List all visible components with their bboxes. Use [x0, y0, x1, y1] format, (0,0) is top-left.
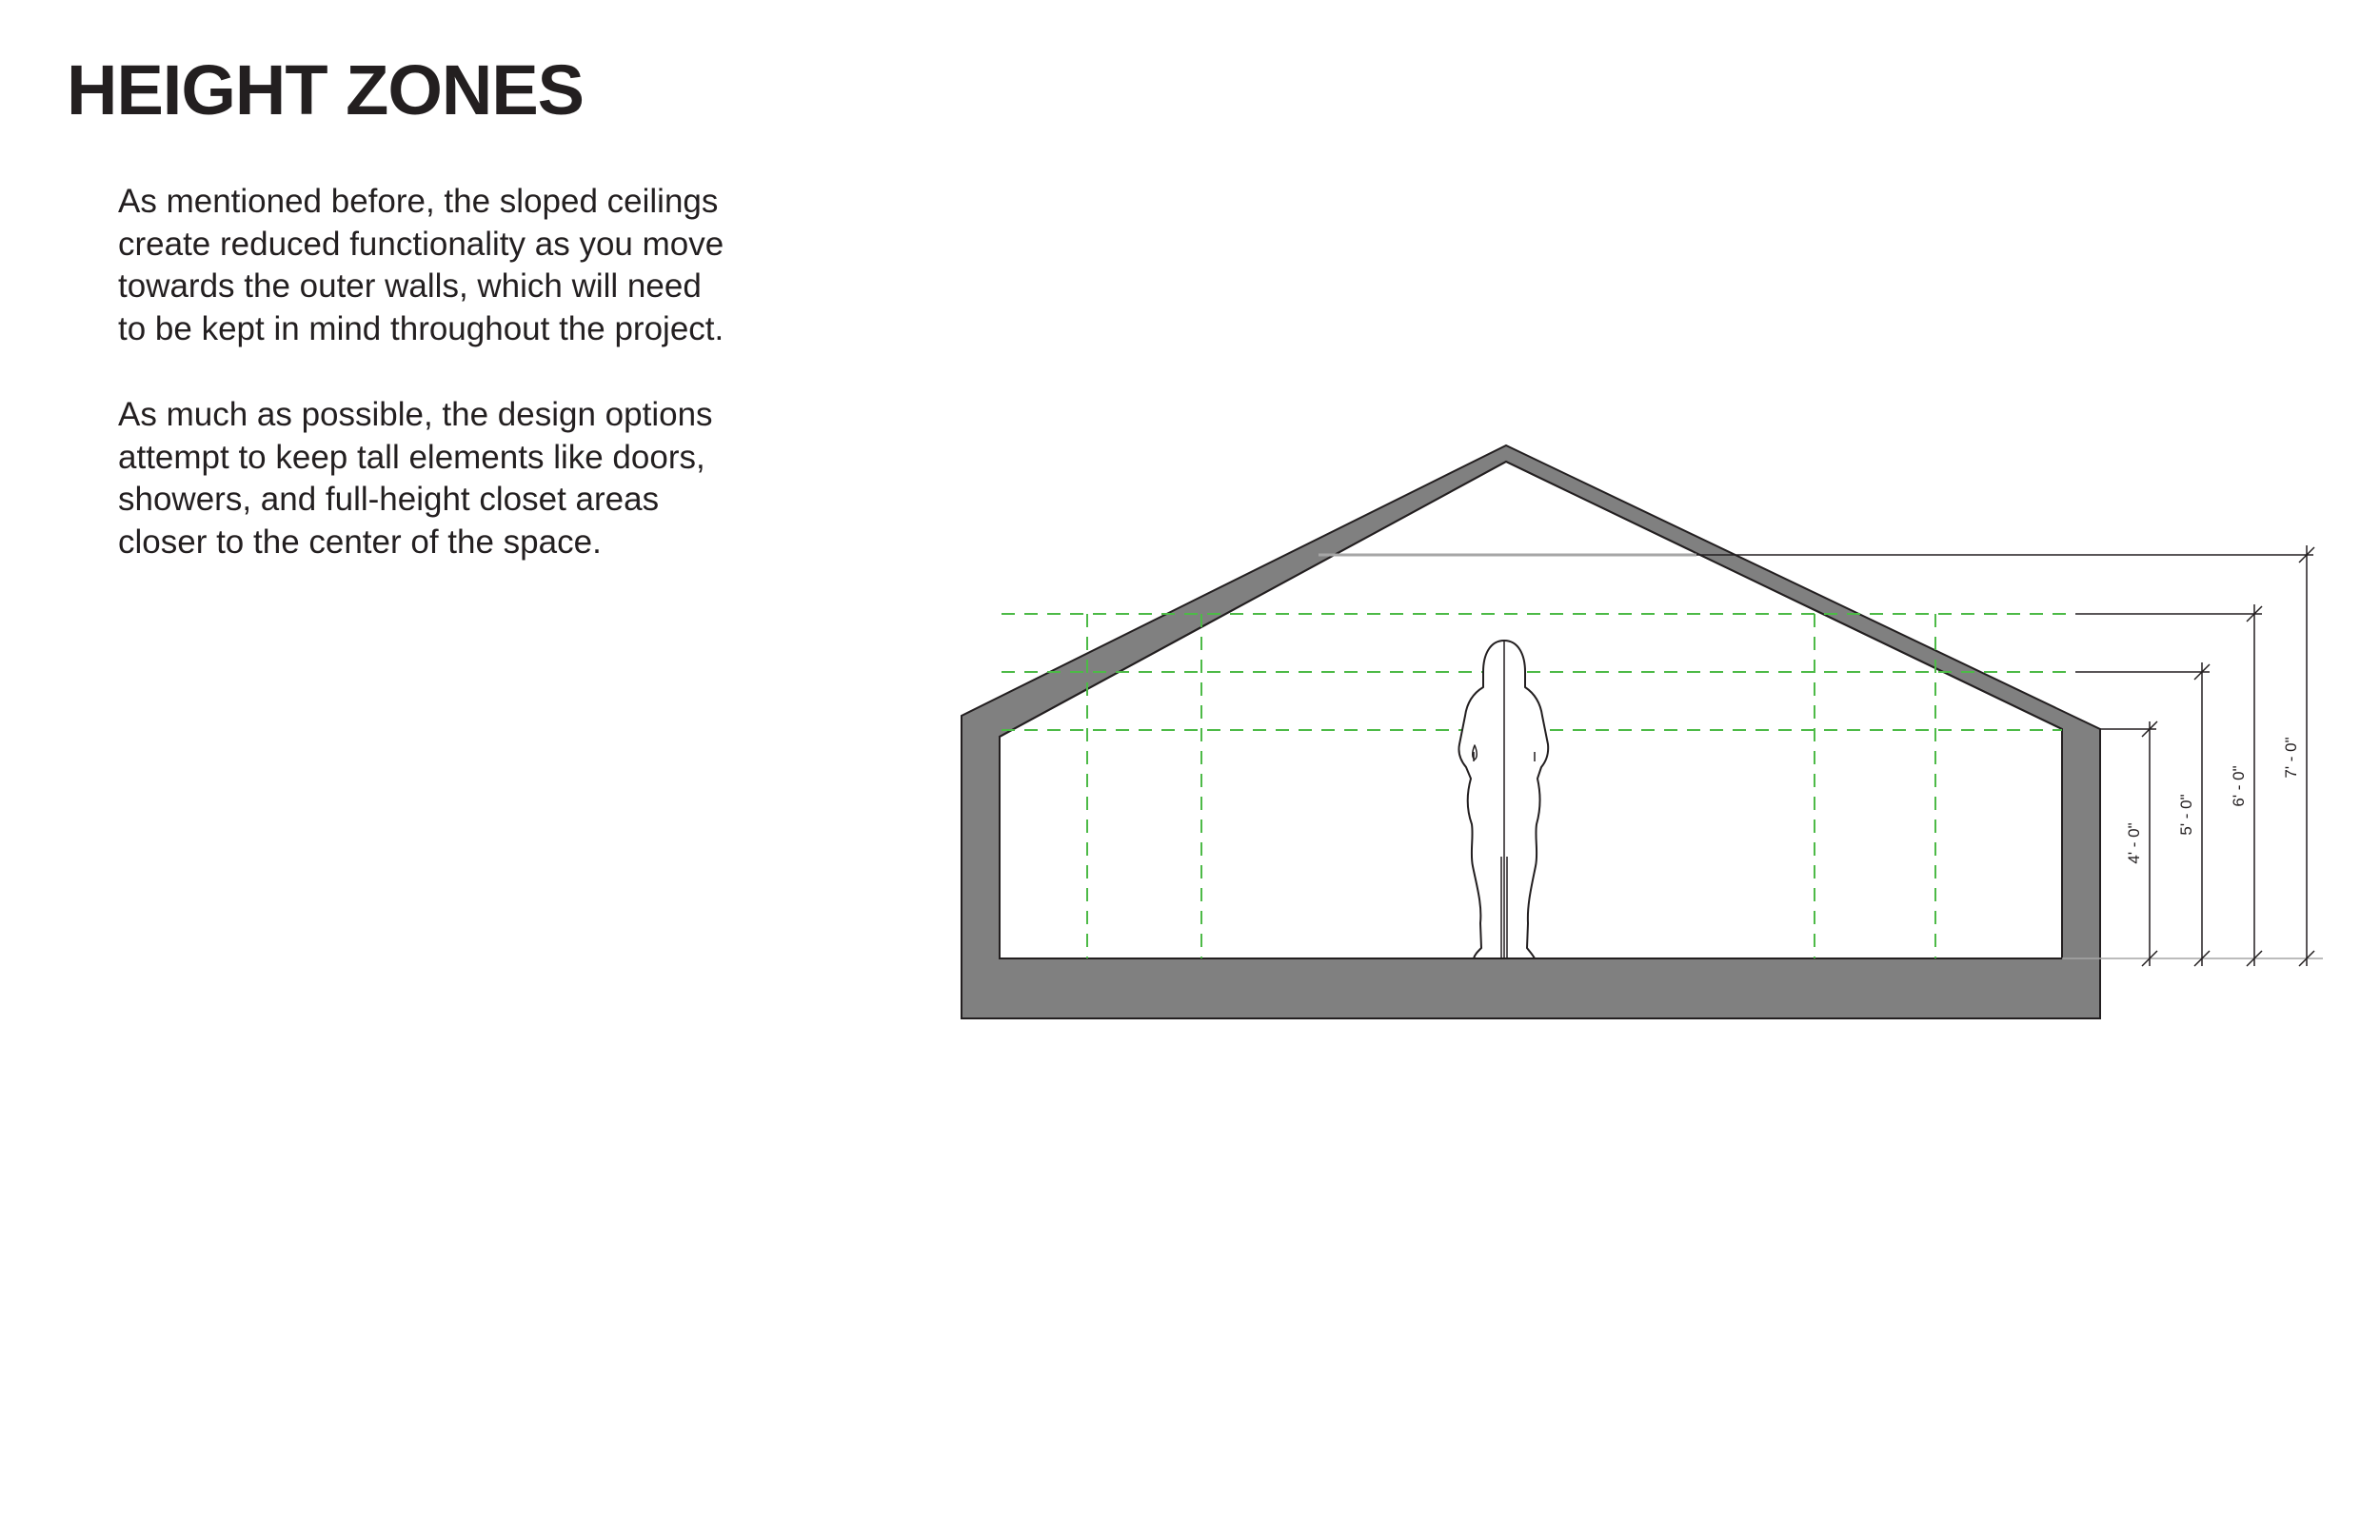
paragraph-line: As mentioned before, the sloped ceilings	[118, 183, 719, 220]
dimension-extension-lines	[1696, 555, 2323, 958]
paragraph-line: closer to the center of the space.	[118, 523, 602, 561]
dimension-6ft	[2247, 604, 2262, 966]
paragraph-line: create reduced functionality as you move	[118, 225, 724, 263]
dimension-label-6ft: 6' - 0"	[2230, 765, 2248, 807]
human-figure	[1458, 641, 1548, 958]
paragraph-line: to be kept in mind throughout the project.	[118, 309, 724, 347]
dimension-label-7ft: 7' - 0"	[2282, 737, 2300, 779]
paragraph-line: showers, and full-height closet areas	[118, 481, 660, 518]
dimension-label-4ft: 4' - 0"	[2125, 822, 2143, 864]
dimension-7ft	[2299, 545, 2314, 966]
paragraph-line: attempt to keep tall elements like doors,	[118, 438, 705, 476]
dimension-label-5ft: 5' - 0"	[2177, 794, 2195, 836]
paragraph-line: As much as possible, the design options	[118, 396, 713, 433]
page-title: HEIGHT ZONES	[67, 50, 585, 129]
paragraph-line: towards the outer walls, which will need	[118, 267, 702, 305]
dimension-5ft	[2194, 662, 2210, 966]
dimension-4ft	[2142, 721, 2157, 966]
